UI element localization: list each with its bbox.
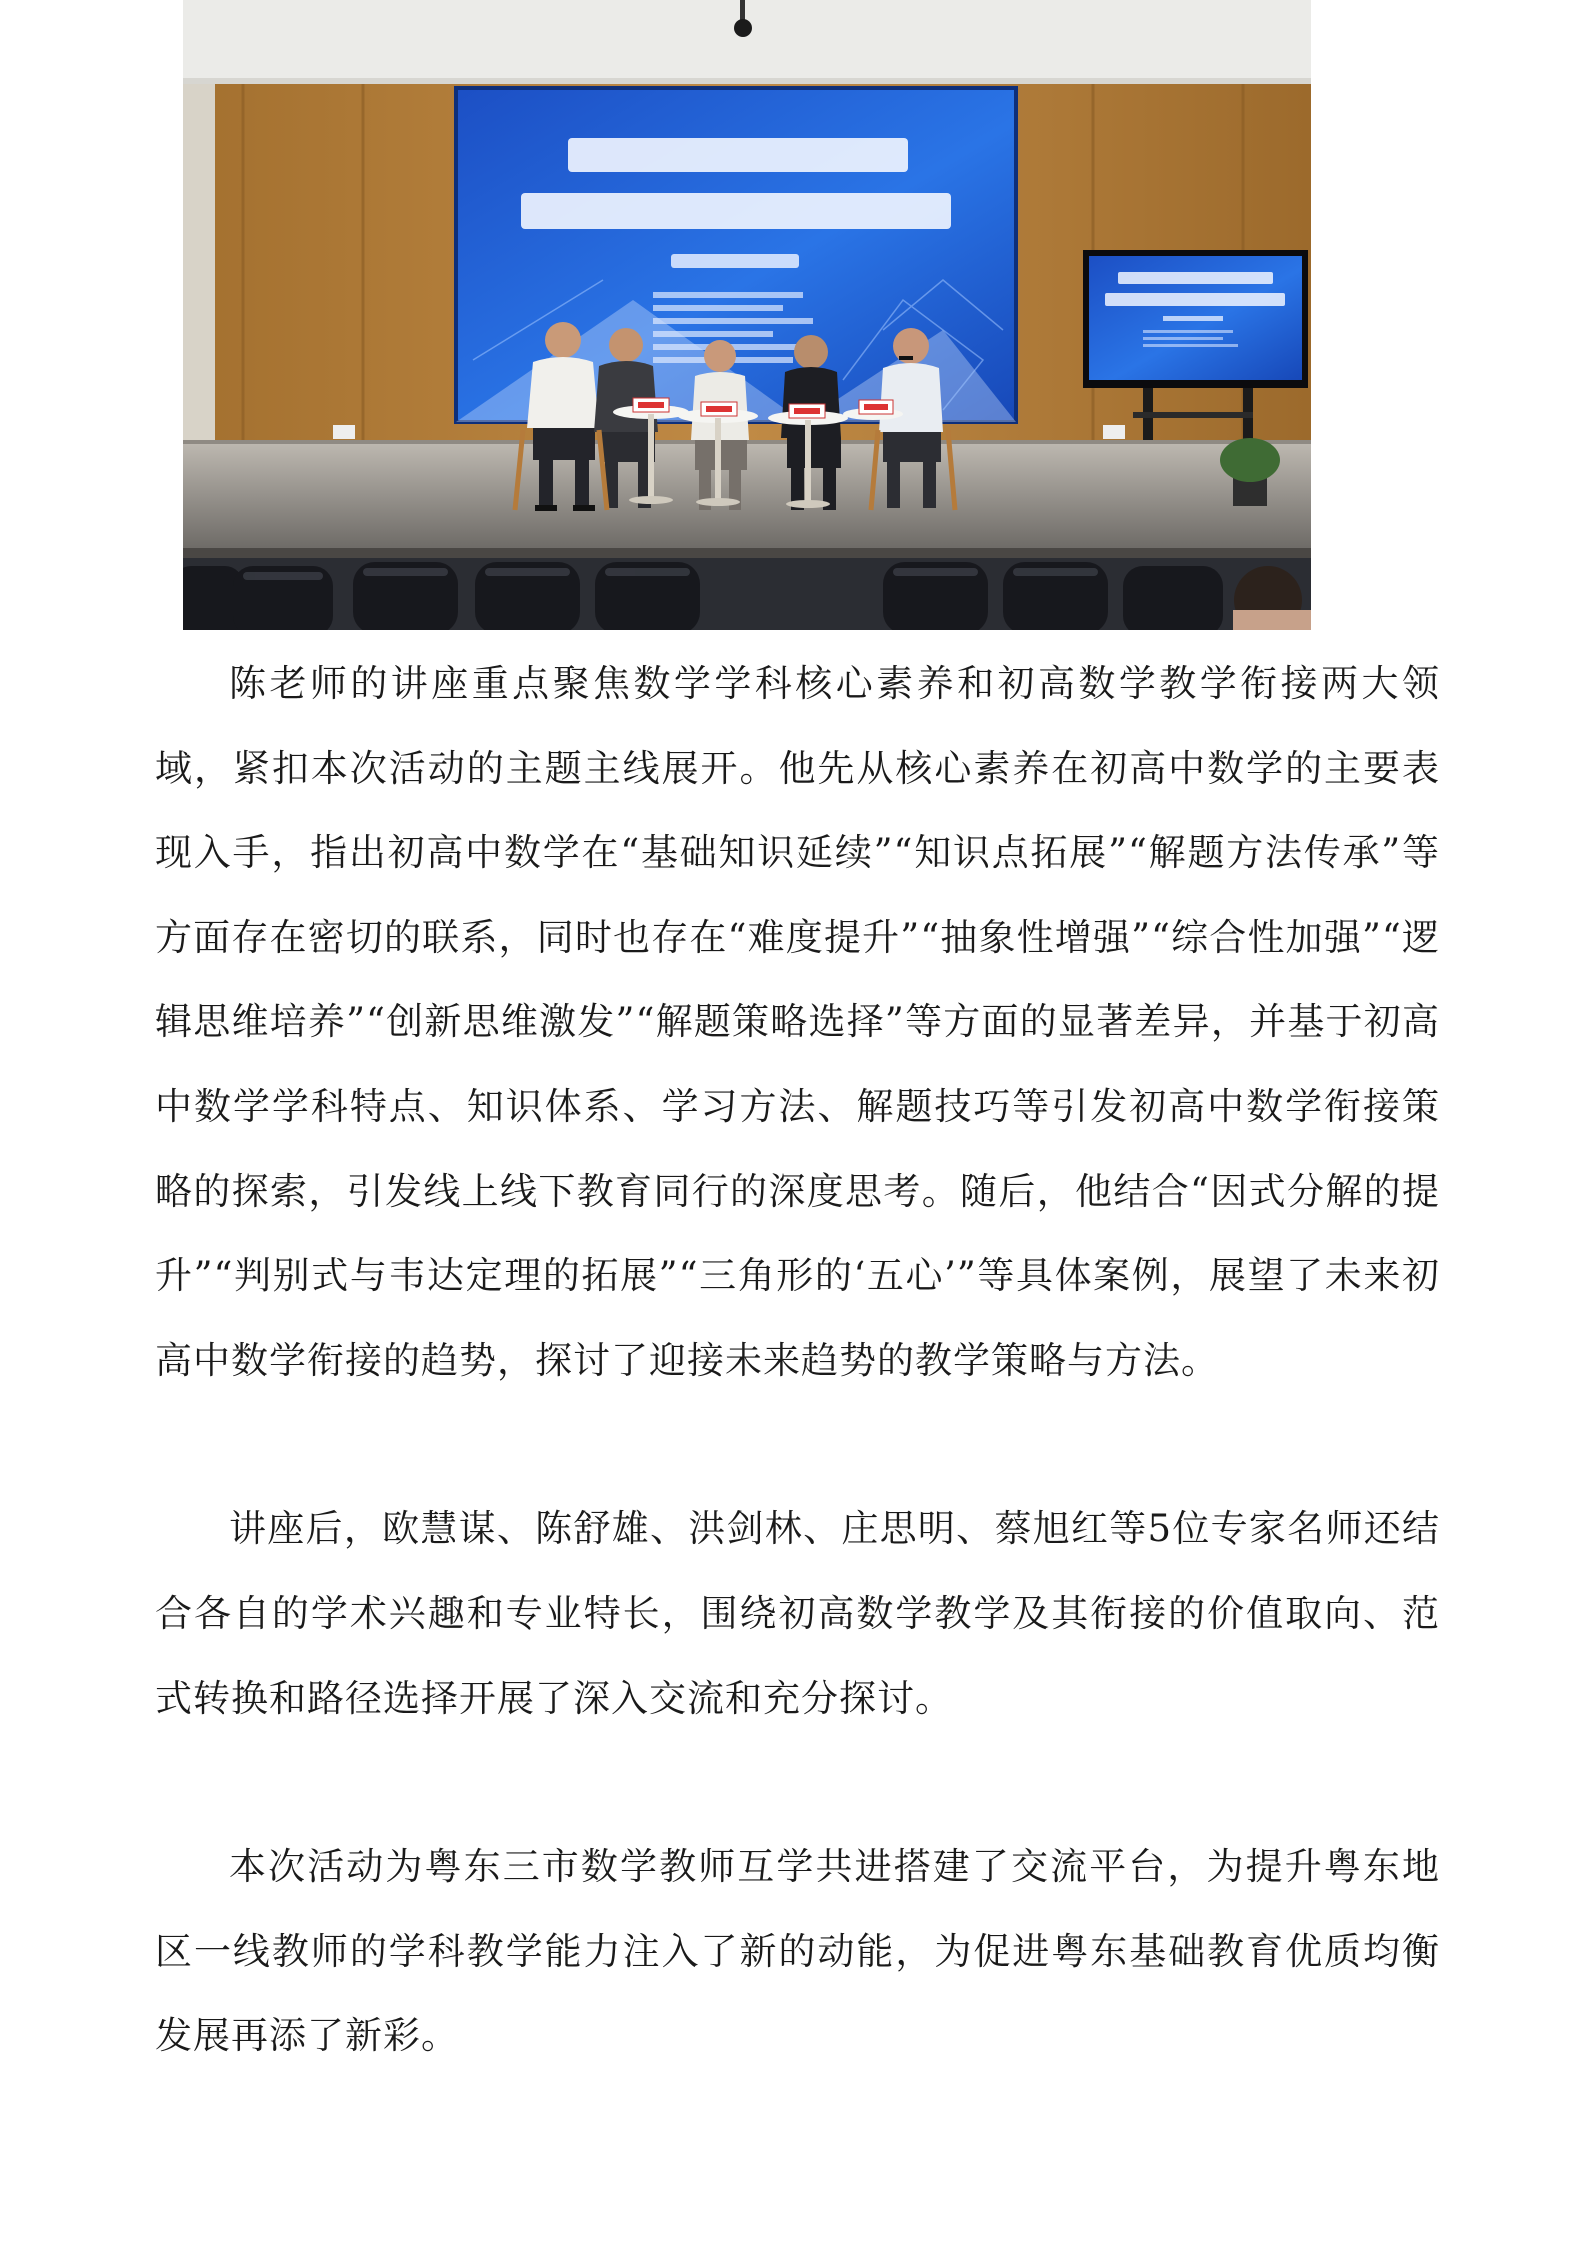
- article-body: [155, 642, 1440, 2079]
- paragraph-lecture-summary: 陈老师的讲座重点聚焦数学学科核心素养和初高数学教学衔接两大领域，紧扣本次活动的主题主线展开。他先从核心素养在初高中数学的主要表现入手，指出初高中数学在“基础知识延续”“知识点拓展”“解题方法传承”等方面存在密切的联系，同时也存在“难度提升”“抽象性增强”“综合性加强”“逻辑思维培养”“创新思维激发”“解题策略选择”等方面的显著差异，并基于初高中数学学科特点、知识体系、学习方法、解题技巧等引发初高中数学衔接策略的探索，引发线上线下教育同行的深度思考。随后，他结合“因式分解的提升”“判别式与韦达定理的拓展”“三角形的‘五心’”等具体案例，展望了未来初高中数学衔接的趋势，探讨了迎接未来趋势的教学策略与方法。: [155, 662, 1440, 1382]
- paragraph-event-conclusion: 本次活动为粤东三市数学教师互学共进搭建了交流平台，为提升粤东地区一线教师的学科教学能力注入了新的动能，为促进粤东基础教育优质均衡发展再添了新彩。: [155, 1845, 1440, 2058]
- event-photo: [183, 0, 1311, 630]
- paragraph-expert-discussion: 讲座后，欧慧谋、陈舒雄、洪剑林、庄思明、蔡旭红等5位专家名师还结合各自的学术兴趣和专业特长，围绕初高数学教学及其衔接的价值取向、范式转换和路径选择开展了深入交流和充分探讨。: [155, 1507, 1440, 1720]
